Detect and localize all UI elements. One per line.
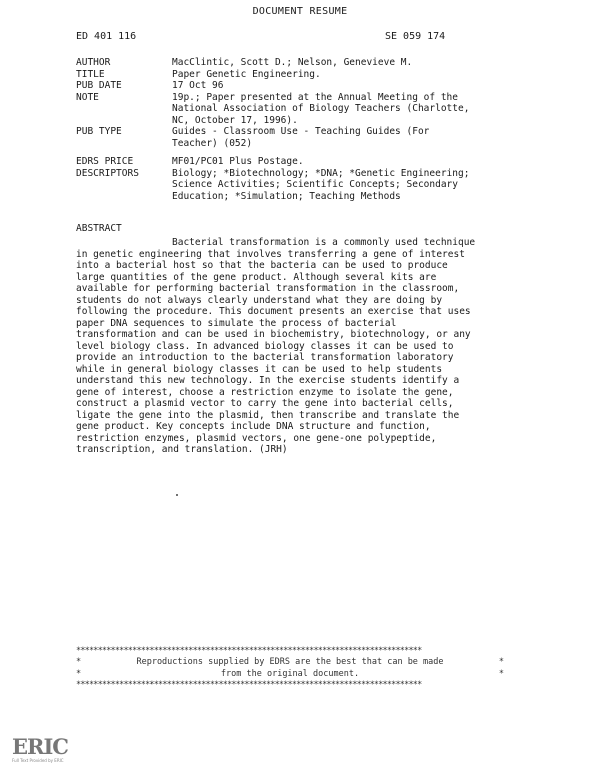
field-pub-date <box>76 80 516 92</box>
field-value: MF01/PC01 Plus Postage. <box>172 156 304 167</box>
field-author <box>76 57 516 69</box>
field-note <box>76 92 516 127</box>
eric-logo-text: ERIC <box>12 734 68 759</box>
notice-line-2 <box>76 668 504 680</box>
field-value: 17 Oct 96 <box>172 80 224 91</box>
notice-edge-star: * <box>76 668 82 679</box>
field-pub-type <box>76 126 516 149</box>
reproduction-notice <box>76 646 504 690</box>
field-label: NOTE <box>76 91 99 103</box>
field-title <box>76 69 516 81</box>
notice-border-top: ******************************************************************************** <box>76 646 422 656</box>
se-number: SE 059 174 <box>385 31 446 42</box>
abstract-text: Bacterial transformation is a commonly used technique in genetic engineering that involves transferring a gene of interest into a bacterial host so that the bacteria can be used to produce large quantities of the gene product. Although several kits are available for performing bacterial transformation in the classroom, students do not always clearly understand what they are doing by following the procedure. This document presents an exercise that uses paper DNA sequences to simulate the process of bacterial transformation and can be used in biochemistry, biotechnology, or any level biology class. In advanced biology classes it can be used to provide an introduction to the bacterial transformation laboratory while in general biology classes it can be used to help students understand this new technology. In the exercise students identify a gene of interest, choose a restriction enzyme to isolate the gene, construct a plasmid vector to carry the gene into bacterial cells, ligate the gene into the plasmid, then transcribe and translate the gene product. Key concepts include DNA structure and function, restriction enzymes, plasmid vectors, one gene-one polypeptide, transcription, and translation. (JRH) <box>76 237 476 455</box>
scan-speck <box>176 494 178 496</box>
notice-text-2: from the original document. <box>220 668 360 679</box>
field-label: EDRS PRICE <box>76 156 134 167</box>
metadata-fields <box>76 57 516 202</box>
ed-number: ED 401 116 <box>76 31 137 42</box>
document-title: DOCUMENT RESUME <box>252 6 348 17</box>
field-value: MacClintic, Scott D.; Nelson, Genevieve M. <box>172 57 413 68</box>
notice-edge-star: * <box>498 668 504 679</box>
notice-edge-star: * <box>76 656 82 667</box>
field-descriptors <box>76 168 516 203</box>
field-edrs-price <box>76 156 516 168</box>
field-label: AUTHOR <box>76 57 111 68</box>
eric-logo <box>12 734 68 768</box>
field-label: PUB TYPE <box>76 126 122 137</box>
notice-border-bottom: ******************************************************************************** <box>76 680 422 690</box>
field-label: DESCRIPTORS <box>76 167 139 179</box>
eric-logo-subtitle: Full Text Provided by ERIC <box>12 758 64 763</box>
field-label: PUB DATE <box>76 80 122 91</box>
field-spacer <box>76 149 516 156</box>
field-value: Guides - Classroom Use - Teaching Guides (For Teacher) (052) <box>172 126 430 149</box>
field-value: Biology; *Biotechnology; *DNA; *Genetic Engineering; Science Activities; Scientific Concepts; Secondary Education; *Simulation; Teaching Methods <box>172 167 470 202</box>
field-value: Paper Genetic Engineering. <box>172 68 321 80</box>
field-label: TITLE <box>76 68 105 80</box>
notice-edge-star: * <box>498 656 504 667</box>
field-value: 19p.; Paper presented at the Annual Meeting of the National Association of Biology Teachers (Charlotte, NC, October 17, 1996). <box>172 91 470 126</box>
abstract-heading: ABSTRACT <box>76 223 122 234</box>
notice-text-1: Reproductions supplied by EDRS are the best that can be made <box>136 656 444 667</box>
notice-line-1 <box>76 656 504 668</box>
